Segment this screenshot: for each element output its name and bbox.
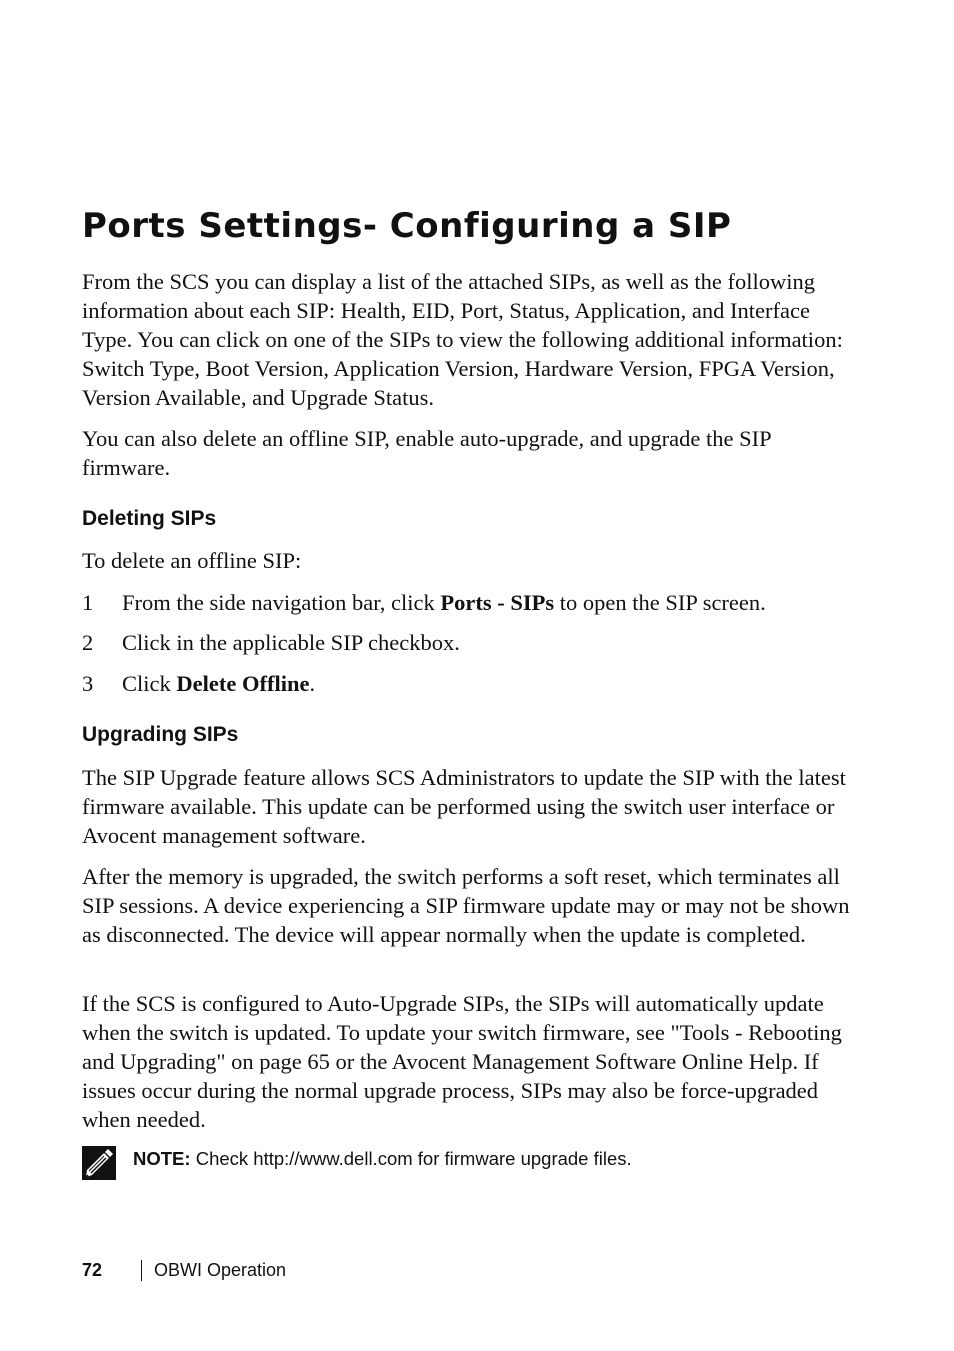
upgrading-sips-heading: Upgrading SIPs	[82, 723, 239, 746]
page-title: Ports Settings- Configuring a SIP	[82, 206, 732, 246]
step-number: 1	[82, 590, 94, 615]
ports-sips-menu-ref: Ports - SIPs	[440, 590, 555, 615]
note-label: NOTE:	[133, 1148, 191, 1169]
footer-section-title: OBWI Operation	[154, 1260, 287, 1280]
intro-paragraph-1: From the SCS you can display a list of the attached SIPs, as well as the following information about each SIP: Health, EID, Port, Status, Application, and Interface Type. You can click on one of the SIPs to view the following additional information: Switch Type, Boot Version, Application Version, Hardware Version, FPGA Version, Version Available, and Upgrade Status.	[82, 269, 843, 410]
step-number: 2	[82, 630, 94, 655]
step-text-after: to open the SIP screen.	[554, 590, 766, 615]
page-number: 72	[82, 1260, 103, 1280]
intro-paragraph-2: You can also delete an offline SIP, enable auto-upgrade, and upgrade the SIP firmware.	[82, 426, 771, 480]
upgrading-paragraph-2: After the memory is upgraded, the switch performs a soft reset, which terminates all SIP sessions. A device experiencing a SIP firmware update may or may not be shown as disconnected. The device will appear normally when the update is completed.	[82, 864, 850, 947]
step-text	[122, 628, 460, 657]
step-text	[122, 669, 315, 698]
deleting-sips-heading: Deleting SIPs	[82, 507, 217, 530]
pencil-note-icon	[82, 1146, 116, 1180]
footer-divider	[141, 1260, 142, 1281]
step-number: 3	[82, 671, 94, 696]
note-text	[133, 1146, 632, 1172]
step-text-before: From the side navigation bar, click	[122, 590, 441, 615]
note-callout	[82, 1144, 852, 1184]
step-text	[122, 588, 766, 617]
step-text-after: .	[309, 671, 316, 696]
delete-offline-button-ref: Delete Offline	[176, 671, 310, 696]
step-text-before: Click	[122, 671, 177, 696]
note-body: Check http://www.dell.com for firmware upgrade files.	[190, 1148, 632, 1169]
upgrading-paragraph-3: If the SCS is configured to Auto-Upgrade SIPs, the SIPs will automatically update when the switch is updated. To update your switch firmware, see "Tools - Rebooting and Upgrading" on page 65 or the Avocent Management Software Online Help. If issues occur during the normal upgrade process, SIPs may also be force-upgraded when needed.	[82, 991, 842, 1132]
document-page	[82, 0, 857, 1351]
step-text-before: Click in the applicable SIP checkbox.	[122, 630, 460, 655]
deleting-sips-lead: To delete an offline SIP:	[82, 548, 302, 573]
upgrading-paragraph-1: The SIP Upgrade feature allows SCS Administrators to update the SIP with the latest firmware available. This update can be performed using the switch user interface or Avocent management software.	[82, 765, 846, 848]
